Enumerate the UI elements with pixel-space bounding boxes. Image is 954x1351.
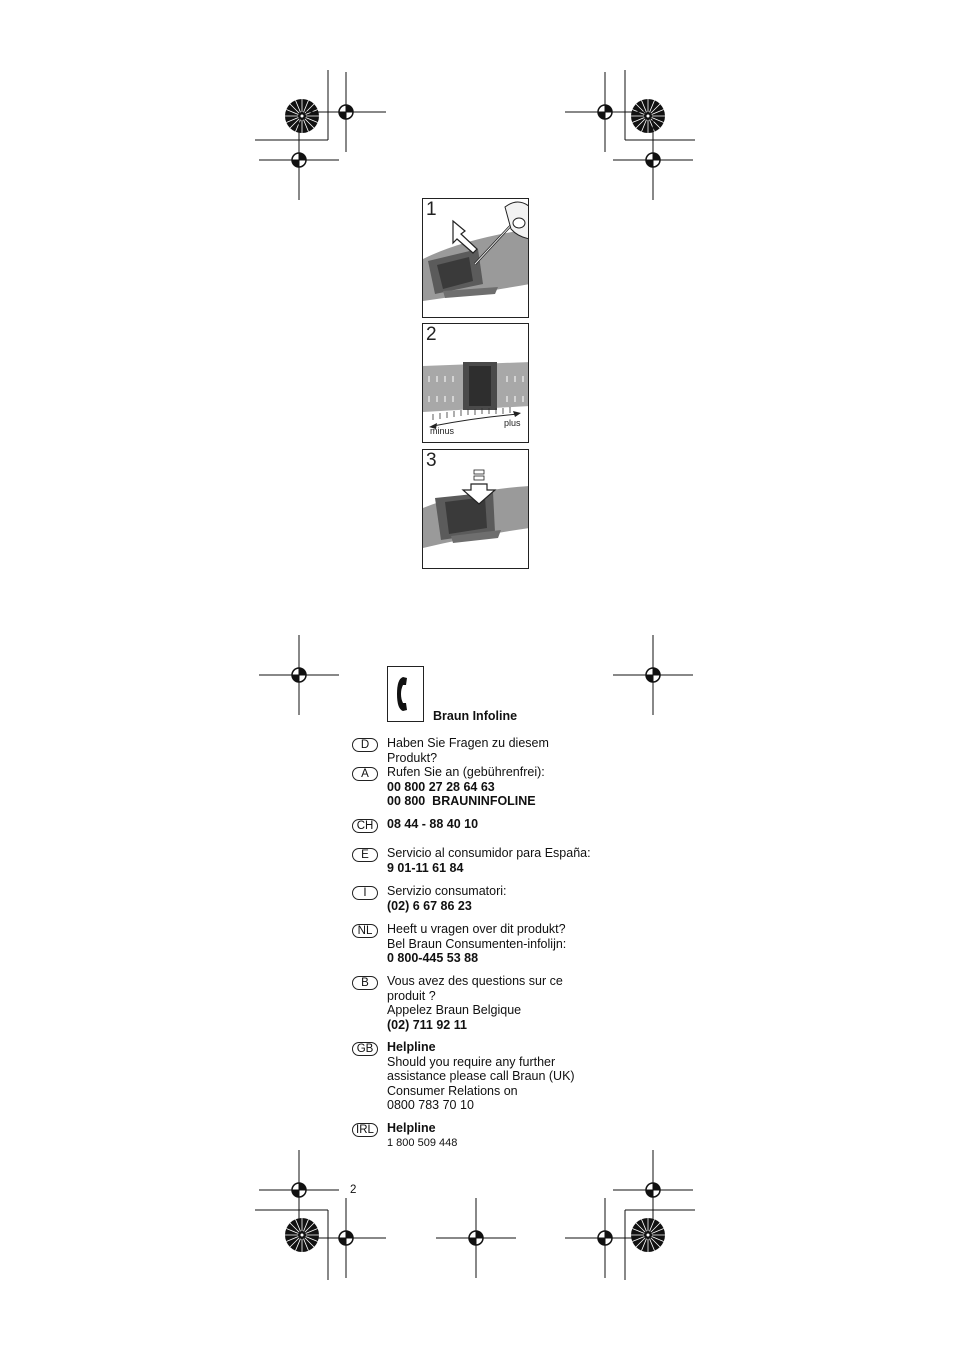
telephone-icon (388, 667, 423, 721)
entry-line: Should you require any further (387, 1054, 556, 1069)
entry-line: Appelez Braun Belgique (387, 1003, 522, 1017)
phone-number: (02) 711 92 11 (387, 1017, 467, 1032)
strap-adjust-illustration (423, 199, 529, 318)
entry-line: Servicio al consumidor para España: (387, 846, 591, 860)
infoline-title: Braun Infoline (433, 709, 518, 723)
phone-number: (02) 6 67 86 23 (387, 898, 472, 913)
entry-line: Consumer Relations on (387, 1083, 518, 1098)
phone-number: 9 01-11 61 84 (387, 860, 464, 875)
trim-lines (250, 65, 710, 145)
phone-number: 08 44 - 88 40 10 (387, 817, 479, 831)
figure-number: 3 (426, 450, 437, 471)
phone-number: 0 800-445 53 88 (387, 951, 479, 965)
helpline-heading: Helpline (387, 1121, 436, 1135)
country-badge: D (352, 738, 378, 752)
country-badge: IRL (352, 1123, 378, 1137)
entry-line: Bel Braun Consumenten-infolijn: (387, 936, 567, 951)
registration-mark (249, 625, 349, 725)
entry-line: produit ? (387, 988, 436, 1003)
country-badge: E (352, 848, 378, 862)
entry-line: Servizio consumatori: (387, 884, 507, 898)
strap-close-illustration (423, 450, 529, 569)
country-badge: CH (352, 819, 378, 833)
country-badge: A (352, 767, 378, 781)
registration-mark (603, 625, 703, 725)
plus-label: plus (504, 418, 521, 428)
figure-1-remove-pin (422, 198, 529, 318)
country-badge: I (352, 886, 378, 900)
telephone-icon-box (387, 666, 424, 722)
entry-line: Vous avez des questions sur ce (387, 974, 563, 988)
minus-label: minus (430, 426, 455, 436)
country-badge: B (352, 976, 378, 990)
helpline-heading: Helpline (387, 1040, 436, 1054)
entry-line: assistance please call Braun (UK) (387, 1069, 575, 1083)
phone-number: 1 800 509 448 (387, 1136, 458, 1149)
entry-line: Produkt? (387, 750, 438, 765)
phone-number: 0800 783 70 10 (387, 1098, 474, 1112)
country-badge: GB (352, 1042, 378, 1056)
phone-number: 00 800 BRAUNINFOLINE (387, 794, 536, 808)
entry-line: Heeft u vragen over dit produkt? (387, 922, 566, 936)
figure-number: 1 (426, 199, 437, 220)
page-number: 2 (350, 1184, 357, 1196)
trim-lines (250, 1205, 710, 1285)
figure-2-adjust-length (422, 323, 529, 443)
entry-line: Haben Sie Fragen zu diesem (387, 736, 549, 750)
figure-3-insert-pin (422, 449, 529, 569)
entry-line: Rufen Sie an (gebührenfrei): (387, 765, 545, 779)
phone-number: 00 800 27 28 64 63 (387, 779, 495, 794)
figure-number: 2 (426, 324, 437, 345)
country-badge: NL (352, 924, 378, 938)
